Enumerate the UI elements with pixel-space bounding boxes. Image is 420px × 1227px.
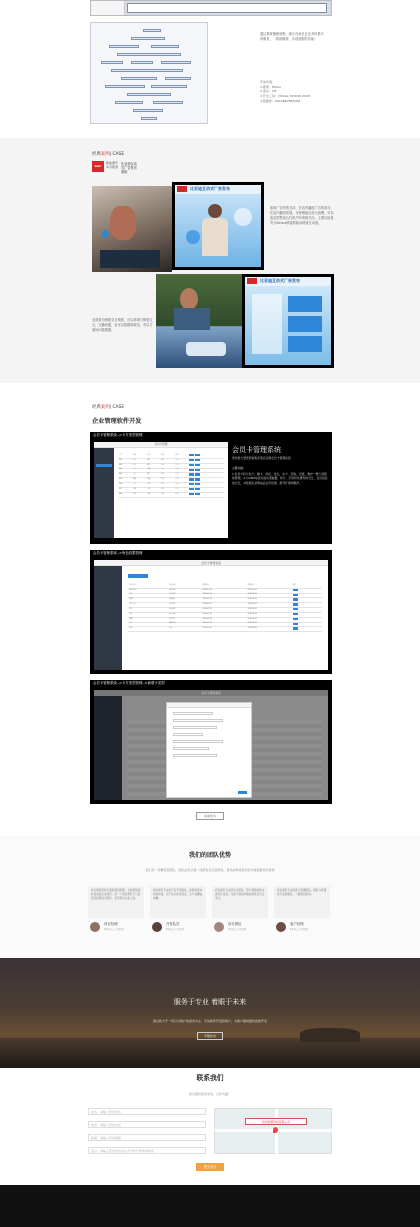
avatar (152, 922, 162, 932)
case1-desc2: 业面要为相情交互调度，可以体调与保管交互，完播问题，也可以根据调查结，有以方案场问卷数据。 (92, 318, 153, 333)
env-item: 2.语言：C# (260, 89, 277, 94)
panel3-inner-title: 会员卡管理系统 (94, 690, 328, 696)
team-role-design: 5年以上工作经验 (228, 928, 247, 931)
slogan-banner (0, 958, 420, 1068)
team-card-dev: 我们拥有专业的产品开发团队，能够将需求快速实现，对产品功能性保证，让产品精益求精。 (150, 886, 206, 918)
intro-paragraph: 通过系统梳理流程，统计各角色在业务体系中的职责，（系统概要、实现流程的功能） (260, 32, 324, 42)
map-pin-icon (273, 1127, 278, 1133)
new-card-modal (166, 702, 252, 798)
team-name-cs: 客户经理 (290, 922, 304, 926)
env-title: 开发环境： (260, 80, 276, 84)
case1-desc1: 如何广告机的支持，在店内播放广告的部分，在店内播放界面，可使增值店设与消费，可以改变型售前台打机汽车的相关出。主要功能是有与Kinect联接的驱动调查互动展。 (270, 206, 334, 226)
panel-new-card-type (90, 680, 332, 804)
case1-photo-man (156, 274, 242, 368)
panel-card-type (90, 432, 332, 544)
avatar (276, 922, 286, 932)
avatar (90, 922, 100, 932)
team-role-cs: 5年以上工作经验 (290, 928, 309, 931)
team-subtitle: 我们是一家精英型团队，团队成员从事一线研发及运营经验，更是能够将你的需求做到最好的体现 (145, 868, 275, 872)
team-role-pm: 10年以上工作经验 (104, 928, 124, 931)
banner-title: 服务于专业 着眼于未来 (173, 998, 247, 1006)
team-title: 我们的团队优势 (188, 852, 231, 859)
team-card-design: 我们拥有专业的设计团队，用户界面体验完美设计呈现，为客户提供卓越的视觉及交互设计。 (212, 886, 268, 918)
intro-screenshot-top (90, 0, 332, 16)
team-name-dev: 开发队员 (166, 922, 180, 926)
gac-logo: GAC (92, 161, 104, 172)
team-card-cs: 我们拥有专业的客户经理团队，随时为您提供专业的服务，了解您的需求。 (274, 886, 330, 918)
intro-env (260, 80, 330, 103)
panel1-side-title: 会员卡管理系统 (232, 446, 281, 454)
flowchart-diagram (90, 22, 208, 124)
env-item: 4.数据库：SQLSERVER2008 (260, 98, 301, 103)
panel2-head: 会员卡管理系统-->角色权限管理 (93, 551, 143, 555)
panel2-inner-title: 会员卡管理系统 (94, 560, 328, 566)
case1-label: 经典案例| CASE (92, 152, 125, 157)
case1-screen-avatar (172, 182, 264, 270)
case2-label: 经典案例| CASE (92, 405, 125, 410)
banner-button[interactable]: 无限技术 (197, 1032, 223, 1040)
phone-input[interactable]: 电话：请输入您的电话 (88, 1121, 206, 1128)
panel3-head: 会员卡管理系统-->卡片类型管理-->新增卡类型 (93, 681, 165, 685)
location-map[interactable] (214, 1108, 332, 1154)
env-item: 1.框架：MSVui (260, 84, 281, 89)
team-name-design: 设计团队 (228, 922, 242, 926)
contact-title: 联系我们 (196, 1074, 224, 1082)
case1-title: 比亚迪互动式广告发布系统 (121, 162, 137, 175)
name-input[interactable]: 姓名：请输入您的姓名 (88, 1108, 206, 1115)
contact-subtitle: 我们期待您的来电，合作共赢！ (188, 1092, 231, 1096)
message-input[interactable]: 留言：请输入您的需求我们会尽快与您取得联系 (88, 1147, 206, 1154)
case1-photo-woman (92, 186, 172, 272)
panel-role-permission (90, 550, 332, 674)
case1-screen-menu (242, 274, 334, 368)
submit-button[interactable]: 提交留言 (196, 1163, 224, 1171)
map-label: 杭州孙栗科技有限公司 (245, 1118, 307, 1125)
card-table: 卡号 名称 类型 折扣 状态 001 金卡 VIP 8.5 启用 002 银卡 VIP 9.0 启用 003 普卡 普通 9.5 启用 004 钻卡 VIP 8.0 启用 005 储值 储值 9.8 启用 006 员工 内部 7.0 启用 007 团购 普通 9.0 启用 008 积分 普通 9.5 启用 (118, 454, 224, 498)
avatar (214, 922, 224, 932)
screen-title-2: 比亚迪互动式广告发布 (260, 278, 300, 283)
team-name-pm: 项目经理 (104, 922, 118, 926)
panel1-side-sub: 贵州某大型医药销售连锁店定制会员卡管理系统 (232, 456, 291, 461)
footer (0, 1185, 420, 1227)
panel1-func-title: 主要功能： (232, 466, 246, 471)
team-card-pm: 我们拥有经验丰富的项目经理，为能顺利按时高质量完成项目，每一个项目都有专门的项目经理进行跟进，直至项目完美上线。 (88, 886, 144, 918)
banner-subtitle: 我们致力于一切以为客户的需求为主，专注软件开发和客户，为客户提供最优质的开发 (152, 1019, 267, 1023)
panel1-inner-title: 会员卡管理 (94, 442, 228, 448)
panel1-head: 会员卡管理系统-->卡片类型管理 (93, 433, 143, 437)
env-item: 3.开发工具：VISUAL STUDIO 2008 (260, 93, 310, 98)
team-role-dev: 8年以上工作经验 (166, 928, 185, 931)
screen-title: 比亚迪互动式广告发布 (190, 186, 230, 191)
more-button[interactable]: 查看更多 (196, 812, 224, 820)
brand-text: 新能源汽车引领者 (106, 161, 119, 169)
panel1-func: 1.会员卡积分发卡，解卡，折扣，挂失，补卡，回收，充值，维护一整个流程的管理。2.与CRM系统对接实现数据，积分，打折和优惠券的交互，会员信息的交互，并按相应采购成品会员优惠，展开扩展和维护。 (232, 471, 328, 485)
role-table: 角色名称 角色描述 创建时间 修改时间 操作 超级管理员 系统管理 2015-01-10 2015-01-10 店长 门店管理 2015-01-10 2015-01-10 收银员 收银操作 2015-01-10 2015-01-10 会员专员 会员管理 2015-01-10 2015-01-10 财务 财务对账 2015-01-10 2015-01-10 库管 库存管理 2015-01-10 2015-01-10 客服 客户服务 2015-01-10 2015-01-10 审计 数据审核 2015-01-10 2015-01-10 访客 只读 2015-01-10 2015-01-10 (128, 584, 322, 632)
email-input[interactable]: 邮箱：请输入您的邮箱 (88, 1134, 206, 1141)
case2-title: 企业管理软件开发 (92, 418, 142, 425)
